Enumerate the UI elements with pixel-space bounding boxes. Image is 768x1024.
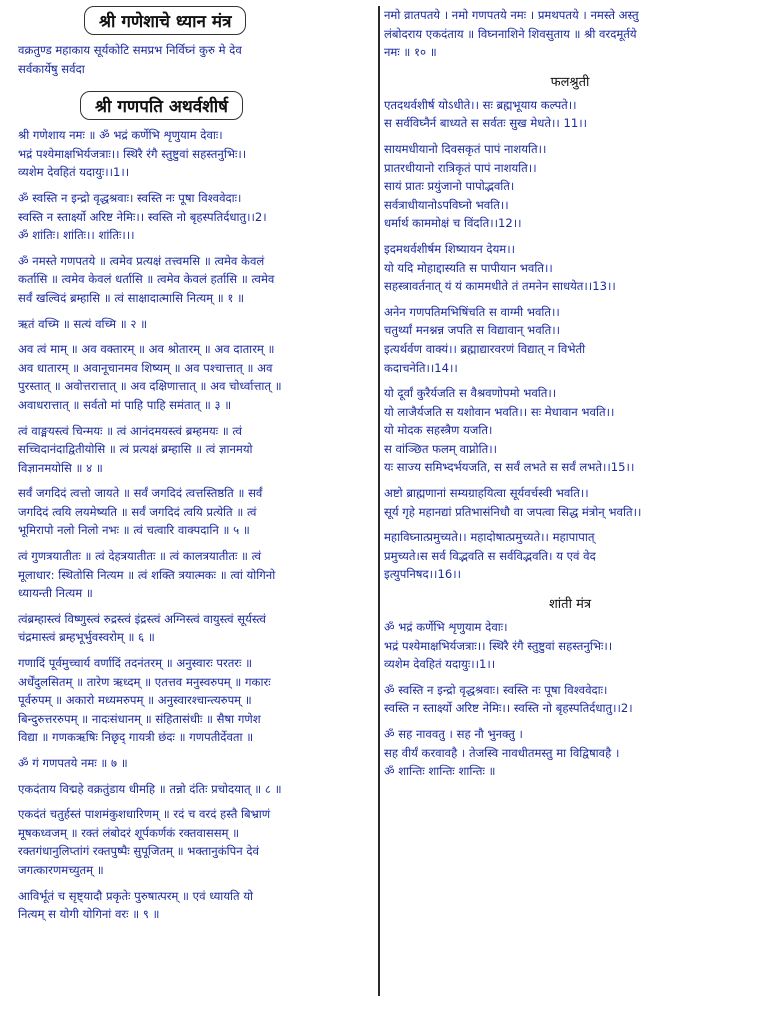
verse-10: नमो व्रातपतये । नमो गणपतये नमः । प्रमथपतये । नमस्ते अस्तु लंबोदराय एकदंताय ॥ विघ्ननाशिने शिवसुताय ॥ श्री वरदमूर्तये नमः ॥ १० ॥ [384, 8, 639, 60]
verse: एकदंताय विद्महे वक्रतुंडाय धीमहि ॥ तन्नो दंतिः प्रचोदयात् ॥ ८ ॥ [18, 781, 282, 796]
dhyan-mantra-text: वक्रतुण्ड महाकाय सूर्यकोटि समप्रभ निर्विघ्नं कुरु मे देव सर्वकार्येषु सर्वदा [18, 43, 242, 76]
verse: सर्वं जगदिदं त्वत्तो जायते ॥ सर्वं जगदिदं त्वत्तस्तिष्ठति ॥ सर्वं जगदिदं त्वयि लयमेष्यति ॥ सर्वं जगदिदं त्वयि प्रत्येति ॥ त्वं भूमिरापो नलो निलो नभः ॥ त्वं चत्वारि वाक्पदानि ॥ ५ ॥ [18, 486, 263, 538]
phalashruti-verse: इदमथर्वशीर्षम शिष्यायन देयम।। यो यदि मोहाद्दास्यति स पापीयान भवति।। सहस्त्रावर्तनात् यं यं काममधीते तं तमनेन साधयेत।।13।। [384, 241, 616, 294]
verse: गणादिं पूर्वमुच्चार्य वर्णादिं तदनंतरम् ॥ अनुस्वारः परतरः ॥ अर्धेंदुलसितम् ॥ तारेण ऋध्दम् ॥ एतत्तव मनुस्वरुपम् ॥ गकारः पूर्वरुपम् ॥ अकारो मध्यमरुपम् ॥ अनुस्वारश्चान्त्यरुपम् ॥ बिन्दुरुत्तररुपम् ॥ नादःसंधानम् ॥ संहितासंधीः ॥ सैषा गणेश विद्या ॥ गणकऋषिः निछृद् गायत्री छंदः ॥ गणपतीर्देवता ॥ [18, 656, 271, 745]
verse: अव त्वं माम् ॥ अव वक्तारम् ॥ अव श्रोतारम् ॥ अव दातारम् ॥ अव धातारम् ॥ अवानूचानमव शिष्यम् ॥ अव पश्चात्तात् ॥ अव पुरस्तात् ॥ अवोत्तरात्तात् ॥ अव दक्षिणात्तात् ॥ अव चोर्ध्वात्तात् ॥ अवाधरात्तात् ॥ सर्वतो मां पाहि पाहि समंतात् ॥ ३ ॥ [18, 342, 282, 412]
verse: आविर्भूतं च सृष्ट्यादौ प्रकृतेः पुरुषात्परम् ॥ एवं ध्यायति यो नित्यम् स योगी योगिनां वरः ॥ ९ ॥ [18, 888, 254, 922]
verse: ऋतं वच्मि ॥ सत्यं वच्मि ॥ २ ॥ [18, 316, 148, 331]
shanti-verse: ॐ सह नाववतु । सह नौ भुनक्तु । सह वीर्यं करवावहै । तेजस्वि नावधीतमस्तु मा विद्विषावहै । ॐ शान्तिः शान्तिः शान्तिः ॥ [384, 727, 620, 779]
shanti-verse: ॐ भद्रं कर्णेभि शृणुयाम देवाः। भद्रं पश्येमाक्षभिर्यजत्राः।। स्थिरै रंगै स्तुष्टुवां सहस्तनुभिः।। व्यशेम देवहितं यदायुः।।1।। [384, 620, 613, 672]
verse: ॐ नमस्ते गणपतये ॥ त्वमेव प्रत्यक्षं तत्त्वमसि ॥ त्वमेव केवलं कर्तासि ॥ त्वमेव केवलं धर्तासि ॥ त्वमेव केवलं हर्तासि ॥ त्वमेव सर्वं खल्विदं ब्रम्हासि ॥ त्वं साक्षादात्मासि नित्यम् ॥ १ ॥ [18, 253, 275, 305]
column-divider [378, 6, 380, 996]
phalashruti-verse: अनेन गणपतिमभिषिंचति स वाग्मी भवति।। चतुर्थ्यां मनश्नन्न जपति स विद्यावान् भवति।। इत्यर्थर्वण वाक्यं।। ब्रह्माद्यारवरणं विद्यात् न विभेती कदाचनेति।।14।। [384, 304, 586, 375]
verse: त्वंब्रम्हास्त्वं विष्णुस्त्वं रुद्रस्त्वं इंद्रस्त्वं अग्निस्त्वं वायुस्त्वं सूर्यस्त्वं चंद्रमास्त्वं ब्रम्हभूर्भुवस्वरोम् ॥ ६ ॥ [18, 611, 266, 645]
phalashruti-verse: महाविघ्नात्प्रमुच्यते।। महादोषात्प्रमुच्यते।। महापापात् प्रमुच्यते।स सर्व विद्भवति स सर्वविद्भवति। य एवं वेद इत्युपनिषद।।16।। [384, 530, 596, 582]
verse: एकदंतं चतुर्हस्तं पाशमंकुशधारिणम् ॥ रदं च वरदं हस्तै बिभ्राणं मूषकध्वजम् ॥ रक्तं लंबोदरं शूर्पकर्णकं रक्तवाससम् ॥ रक्तगंधानुलिप्तांगं रक्तपुष्पैः सुपूजितम् ॥ भक्तानुकंपिन देवं जगत्कारणमच्युतम् ॥ [18, 807, 271, 877]
left-column [18, 0, 370, 931]
dhyan-mantra-title: श्री गणेशाचे ध्यान मंत्र [84, 6, 246, 35]
verse: त्वं गुणत्रयातीतः ॥ त्वं देहत्रयातीतः ॥ त्वं कालत्रयातीतः ॥ त्वं मूलाधार: स्थितोसि नित्यम ॥ त्वं शक्ति त्रयात्मकः ॥ त्वां योगिनो ध्यायन्ती नित्यम ॥ [18, 549, 276, 601]
verse: त्वं वाङ्मयस्त्वं चिन्मयः ॥ त्वं आनंदमयस्त्वं ब्रम्हमयः ॥ त्वं सच्चिदानंदाद्वितीयोसि ॥ त्वं प्रत्यक्षं ब्रम्हासि ॥ त्वं ज्ञानमयो विज्ञानमयोसि ॥ ४ ॥ [18, 423, 253, 475]
atharvashirsha-title: श्री गणपति अथर्वशीर्ष [80, 91, 243, 120]
verse: श्री गणेशाय नमः ॥ ॐ भद्रं कर्णेभि शृणुयाम देवाः। भद्रं पश्येमाक्षभिर्यजत्राः।। स्थिरै रंगै स्तुष्टुवां सहस्तनुभिः।। व्यशेम देवहितं यदायुः।।1।। [18, 128, 247, 180]
shanti-mantra-heading: शांती मंत्र [548, 597, 592, 613]
shanti-verse: ॐ स्वस्ति न इन्द्रो वृद्धश्रवाः। स्वस्ति नः पूषा विश्ववेदाः। स्वस्ति न स्तार्क्ष्यो अरिष्ट नेमिः।। स्वस्ति नो बृहस्पतिर्दधातु।।2। [384, 682, 633, 716]
phalashruti-verse: सायमधीयानो दिवसकृतं पापं नाशयति।। प्रातरधीयानो रात्रिकृतं पापं नाशयति।। सायं प्रातः प्रयुंजानो पापोद्भवति। सर्वत्राधीयानोऽपविघ्नो भवति।। धर्मार्थ काममोक्षं च विंदति।।12।। [384, 141, 547, 231]
phalashruti-verse: एतदथर्वशीर्ष योऽधीते।। सः ब्रह्मभूयाय कल्पते।। स सर्वविघ्नैर्न बाध्यते स सर्वतः सुख मेधते।। 11।। [384, 97, 588, 131]
phalashruti-heading: फलश्रुती [550, 74, 590, 90]
verse: ॐ स्वस्ति न इन्द्रो वृद्धश्रवाः। स्वस्ति नः पूषा विश्ववेदाः। स्वस्ति न स्तार्क्ष्यो अरिष्ट नेमिः।। स्वस्ति नो बृहस्पतिर्दधातु।।2। ॐ शांतिः। शांतिः।। शांतिः।।। [18, 190, 267, 243]
phalashruti-verse: अष्टो ब्राह्मणानां सम्यग्राहयित्वा सूर्यवर्चस्वी भवति।। सूर्य गृहे महानद्यां प्रतिभासंनिधौ वा जपत्वा सिद्ध मंत्रोन् भवति।। [384, 486, 642, 519]
right-column [384, 0, 756, 788]
phalashruti-verse: यो दूर्वां कुरैर्यजति स वैश्रवणोपमो भवति।। यो लाजैर्यजति स यशोवान भवति।। सः मेधावान भवति।। यो मोदक सहस्त्रैण यजति। स वांञ्छित फलम् वाप्नोति।। यः साज्य समिभ्दर्भयजति, स सर्वं लभते स सर्वं लभते।।15।। [384, 386, 635, 475]
verse: ॐ गं गणपतये नमः ॥ ७ ॥ [18, 756, 128, 770]
